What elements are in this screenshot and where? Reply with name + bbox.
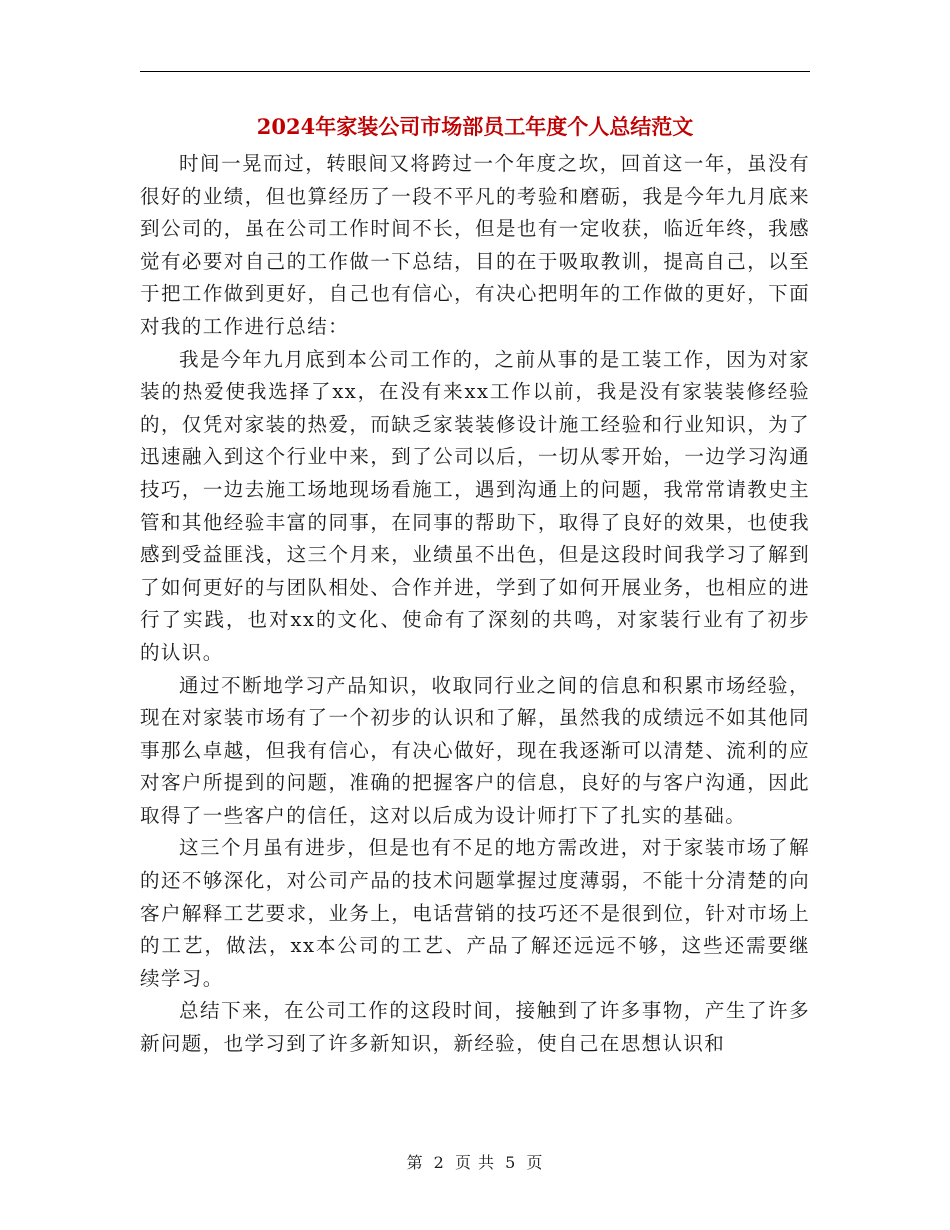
- footer-total-pages: 5: [505, 1153, 517, 1172]
- document-body: [140, 148, 810, 1061]
- footer-label-of: 页 共: [454, 1153, 496, 1172]
- paragraph-3: 通过不断地学习产品知识，收取同行业之间的信息和积累市场经验，现在对家装市场有了一个初步的认识和了解，虽然我的成绩远不如其他同事那么卓越，但我有信心，有决心做好，现在我逐渐可以清楚、流利的应对客户所提到的问题，准确的把握客户的信息，良好的与客户沟通，因此取得了一些客户的信任，这对以后成为设计师打下了扎实的基础。: [140, 673, 810, 827]
- document-title: 2024年家装公司市场部员工年度个人总结范文: [256, 114, 694, 139]
- footer-label-end: 页: [526, 1153, 544, 1172]
- paragraph-1: 时间一晃而过，转眼间又将跨过一个年度之坎，回首这一年，虽没有很好的业绩，但也算经历了一段不平凡的考验和磨砺，我是今年九月底来到公司的，虽在公司工作时间不长，但是也有一定收获，临近年终，我感觉有必要对自己的工作做一下总结，目的在于吸取教训，提高自己，以至于把工作做到更好，自己也有信心，有决心把明年的工作做的更好，下面对我的工作进行总结：: [140, 152, 810, 338]
- paragraph-2: 我是今年九月底到本公司工作的，之前从事的是工装工作，因为对家装的热爱使我选择了xx，在没有来xx工作以前，我是没有家装装修经验的，仅凭对家装的热爱，而缺乏家装装修设计施工经验和行业知识，为了迅速融入到这个行业中来，到了公司以后，一切从零开始，一边学习沟通技巧，一边去施工场地现场看施工，遇到沟通上的问题，我常常请教史主管和其他经验丰富的同事，在同事的帮助下，取得了良好的效果，也使我感到受益匪浅，这三个月来，业绩虽不出色，但是这段时间我学习了解到了如何更好的与团队相处、合作并进，学到了如何开展业务，也相应的进行了实践，也对xx的文化、使命有了深刻的共鸣，对家装行业有了初步的认识。: [140, 347, 810, 664]
- paragraph-4: 这三个月虽有进步，但是也有不足的地方需改进，对于家装市场了解的还不够深化，对公司产品的技术问题掌握过度薄弱，不能十分清楚的向客户解释工艺要求，业务上，电话营销的技巧还不是很到位，针对市场上的工艺，做法，xx本公司的工艺、产品了解还远远不够，这些还需要继续学习。: [140, 836, 810, 990]
- footer-label-page: 第: [406, 1153, 424, 1172]
- header-rule: [140, 71, 810, 72]
- page-footer: [140, 1151, 810, 1175]
- footer-current-page: 2: [433, 1153, 445, 1172]
- paragraph-5: 总结下来，在公司工作的这段时间，接触到了许多事物，产生了许多新问题，也学习到了许多新知识，新经验，使自己在思想认识和: [140, 999, 810, 1056]
